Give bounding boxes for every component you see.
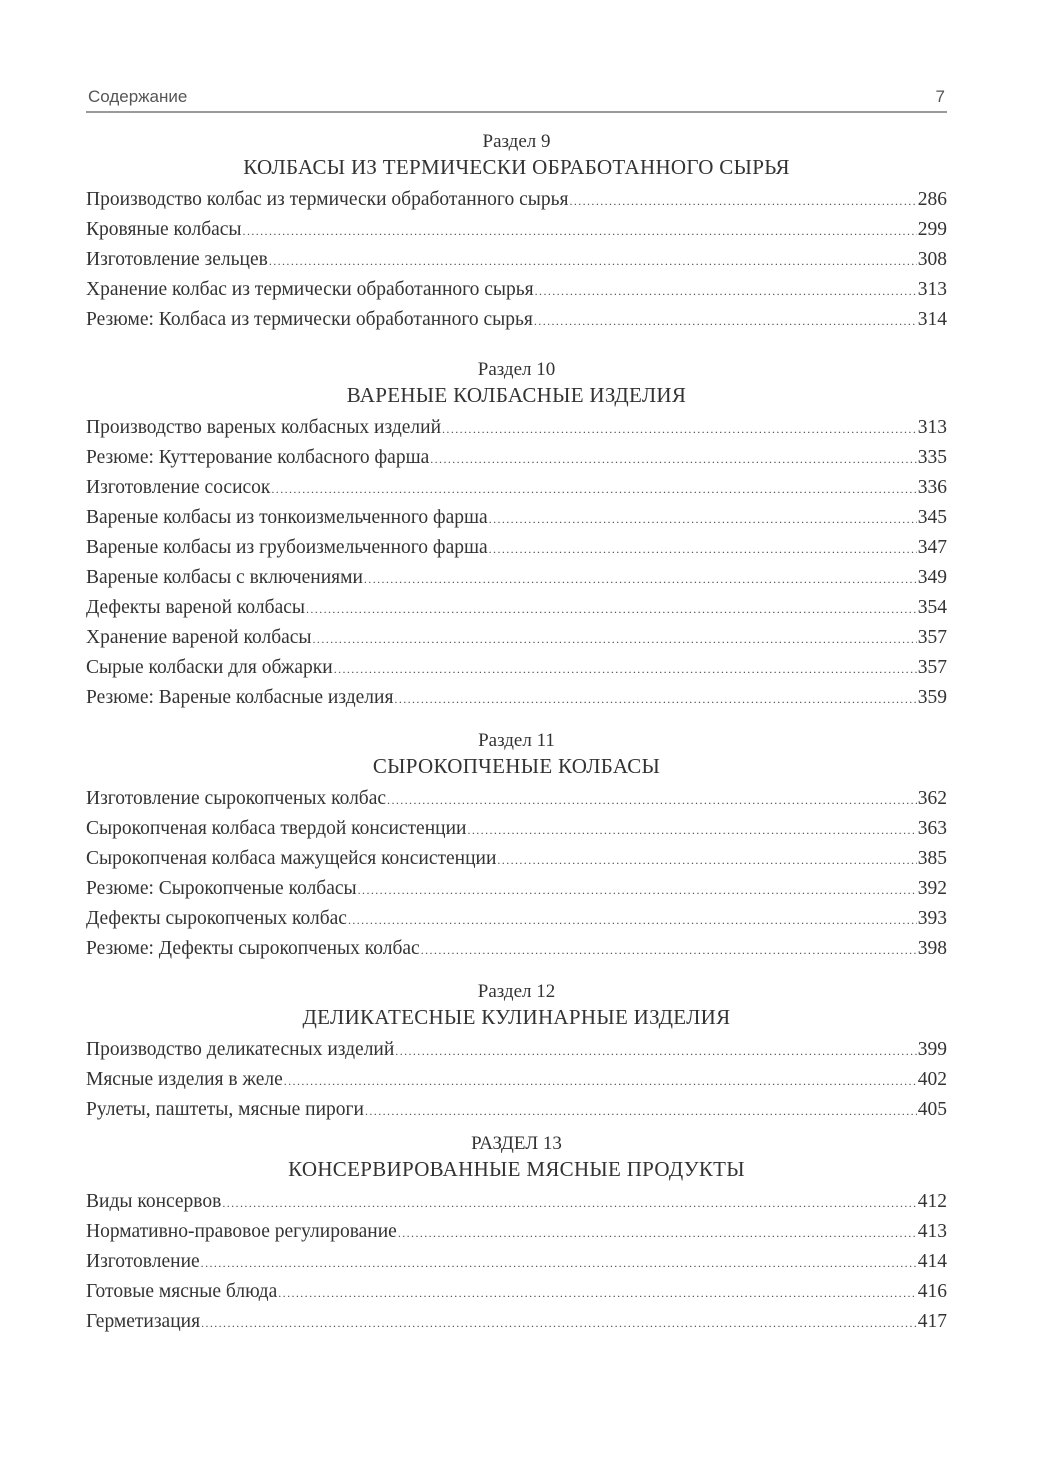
entry-page-number: 392 [917,878,947,899]
dot-leader [364,564,917,594]
toc-section [86,980,947,1125]
entry-title[interactable]: Резюме: Колбаса из термически обработанного сырья [86,309,533,330]
entry-page-number: 414 [917,1251,947,1272]
toc-entry[interactable] [86,844,947,874]
toc-entry[interactable] [86,533,947,563]
entry-page-number: 347 [917,537,947,558]
toc-entry[interactable] [86,1307,947,1337]
section-entries [86,1035,947,1125]
section-title: ВАРЕНЫЕ КОЛБАСНЫЕ ИЗДЕЛИЯ [346,383,687,407]
dot-leader [284,1066,917,1096]
toc-entry[interactable] [86,305,947,335]
running-head-title: Содержание [88,87,188,106]
toc-entry[interactable] [86,215,947,245]
entry-page-number: 359 [917,687,947,708]
toc-section [86,358,947,713]
toc-entry[interactable] [86,1187,947,1217]
toc-entry[interactable] [86,1247,947,1277]
entry-page-number: 413 [917,1221,947,1242]
entry-page-number: 393 [917,908,947,929]
dot-leader [421,935,917,965]
entry-page-number: 363 [917,818,947,839]
entry-title[interactable]: Дефекты вареной колбасы [86,597,305,618]
entry-title[interactable]: Герметизация [86,1311,201,1332]
section-entries [86,1187,947,1337]
toc-entry[interactable] [86,1277,947,1307]
toc-entry[interactable] [86,874,947,904]
entry-page-number: 402 [917,1069,947,1090]
entry-title[interactable]: Вареные колбасы с включениями [86,567,363,588]
entry-page-number: 313 [917,279,947,300]
toc-section [86,130,947,335]
entry-page-number: 336 [917,477,947,498]
entry-title[interactable]: Рулеты, паштеты, мясные пироги [86,1099,364,1120]
toc-entry[interactable] [86,1217,947,1247]
toc-entry[interactable] [86,814,947,844]
toc-entry[interactable] [86,683,947,713]
section-number: Раздел 11 [478,730,555,751]
section-number: РАЗДЕЛ 13 [471,1133,562,1154]
dot-leader [365,1096,917,1126]
toc-entry[interactable] [86,563,947,593]
toc-entry[interactable] [86,1065,947,1095]
entry-page-number: 398 [917,938,947,959]
toc-section [86,1132,947,1337]
entry-page-number: 308 [917,249,947,270]
toc-entry[interactable] [86,443,947,473]
dot-leader [489,534,917,564]
dot-leader [395,1036,916,1066]
section-title: КОЛБАСЫ ИЗ ТЕРМИЧЕСКИ ОБРАБОТАННОГО СЫРЬЯ [243,155,790,179]
dot-leader [467,815,916,845]
entry-page-number: 286 [917,189,947,210]
section-number: Раздел 9 [482,131,551,152]
entry-page-number: 357 [917,627,947,648]
entry-page-number: 416 [917,1281,947,1302]
entry-title[interactable]: Производство деликатесных изделий [86,1039,395,1060]
entry-title[interactable]: Производство колбас из термически обработанного сырья [86,189,569,210]
section-title: ДЕЛИКАТЕСНЫЕ КУЛИНАРНЫЕ ИЗДЕЛИЯ [302,1005,731,1029]
toc-entry[interactable] [86,185,947,215]
dot-leader [271,474,916,504]
section-heading [86,358,947,408]
dot-leader [313,624,917,654]
entry-title[interactable]: Сырые колбаски для обжарки [86,657,333,678]
section-heading [86,1132,947,1182]
toc-section [86,729,947,964]
section-entries [86,185,947,335]
entry-title[interactable]: Изготовление зельцев [86,249,268,270]
entry-page-number: 349 [917,567,947,588]
entry-title[interactable]: Виды консервов [86,1191,222,1212]
toc-entry[interactable] [86,784,947,814]
entry-title[interactable]: Готовые мясные блюда [86,1281,278,1302]
section-heading [86,980,947,1030]
entry-title[interactable]: Вареные колбасы из грубоизмельченного фарша [86,537,488,558]
section-number: Раздел 12 [477,981,556,1002]
entry-title[interactable]: Дефекты сырокопченых колбас [86,908,347,929]
entry-page-number: 354 [917,597,947,618]
dot-leader [306,594,917,624]
dot-leader [442,414,917,444]
dot-leader [497,845,916,875]
entry-title[interactable]: Хранение колбас из термически обработанного сырья [86,279,534,300]
entry-page-number: 357 [917,657,947,678]
dot-leader [398,1218,917,1248]
entry-page-number: 385 [917,848,947,869]
section-title: СЫРОКОПЧЕНЫЕ КОЛБАСЫ [372,754,661,778]
toc-entry[interactable] [86,1095,947,1125]
toc-entry[interactable] [86,275,947,305]
entry-title[interactable]: Вареные колбасы из тонкоизмельченного фарша [86,507,488,528]
section-heading [86,729,947,779]
toc-entry[interactable] [86,934,947,964]
section-heading [86,130,947,180]
entry-title[interactable]: Резюме: Куттерование колбасного фарша [86,447,430,468]
entry-title[interactable]: Резюме: Сырокопченые колбасы [86,878,357,899]
dot-leader [394,684,916,714]
entry-title[interactable]: Резюме: Вареные колбасные изделия [86,687,394,708]
dot-leader [569,186,916,216]
entry-title[interactable]: Производство вареных колбасных изделий [86,417,442,438]
entry-page-number: 362 [917,788,947,809]
running-head [86,86,947,113]
entry-title[interactable]: Мясные изделия в желе [86,1069,283,1090]
section-title: КОНСЕРВИРОВАННЫЕ МЯСНЫЕ ПРОДУКТЫ [288,1157,745,1181]
entry-title[interactable]: Нормативно-правовое регулирование [86,1221,397,1242]
entry-title[interactable]: Хранение вареной колбасы [86,627,312,648]
toc-entry[interactable] [86,1035,947,1065]
toc-entry[interactable] [86,503,947,533]
dot-leader [489,504,917,534]
dot-leader [387,785,917,815]
entry-title[interactable]: Изготовление [86,1251,200,1272]
entry-page-number: 313 [917,417,947,438]
dot-leader [430,444,917,474]
entry-page-number: 405 [917,1099,947,1120]
dot-leader [201,1308,917,1338]
dot-leader [535,276,917,306]
toc-entry[interactable] [86,593,947,623]
dot-leader [278,1278,916,1308]
entry-page-number: 335 [917,447,947,468]
toc-entry[interactable] [86,473,947,503]
entry-page-number: 314 [917,309,947,330]
toc-entry[interactable] [86,653,947,683]
dot-leader [269,246,917,276]
entry-title[interactable]: Изготовление сосисок [86,477,271,498]
toc-page [86,86,947,1332]
entry-page-number: 412 [917,1191,947,1212]
dot-leader [358,875,917,905]
page-number: 7 [935,87,945,106]
toc-entry[interactable] [86,413,947,443]
dot-leader [348,905,917,935]
dot-leader [534,306,917,336]
entry-page-number: 399 [917,1039,947,1060]
entry-title[interactable]: Кровяные колбасы [86,219,242,240]
entry-page-number: 417 [917,1311,947,1332]
toc-entry[interactable] [86,623,947,653]
section-entries [86,784,947,964]
entry-page-number: 299 [917,219,947,240]
entry-title[interactable]: Резюме: Дефекты сырокопченых колбас [86,938,420,959]
entry-title[interactable]: Сырокопченая колбаса мажущейся консистенции [86,848,497,869]
dot-leader [334,654,917,684]
toc-entry[interactable] [86,904,947,934]
entry-title[interactable]: Сырокопченая колбаса твердой консистенции [86,818,467,839]
section-entries [86,413,947,713]
entry-page-number: 345 [917,507,947,528]
dot-leader [243,216,917,246]
entry-title[interactable]: Изготовление сырокопченых колбас [86,788,387,809]
section-number: Раздел 10 [477,359,556,380]
toc-entry[interactable] [86,245,947,275]
dot-leader [201,1248,917,1278]
dot-leader [222,1188,916,1218]
